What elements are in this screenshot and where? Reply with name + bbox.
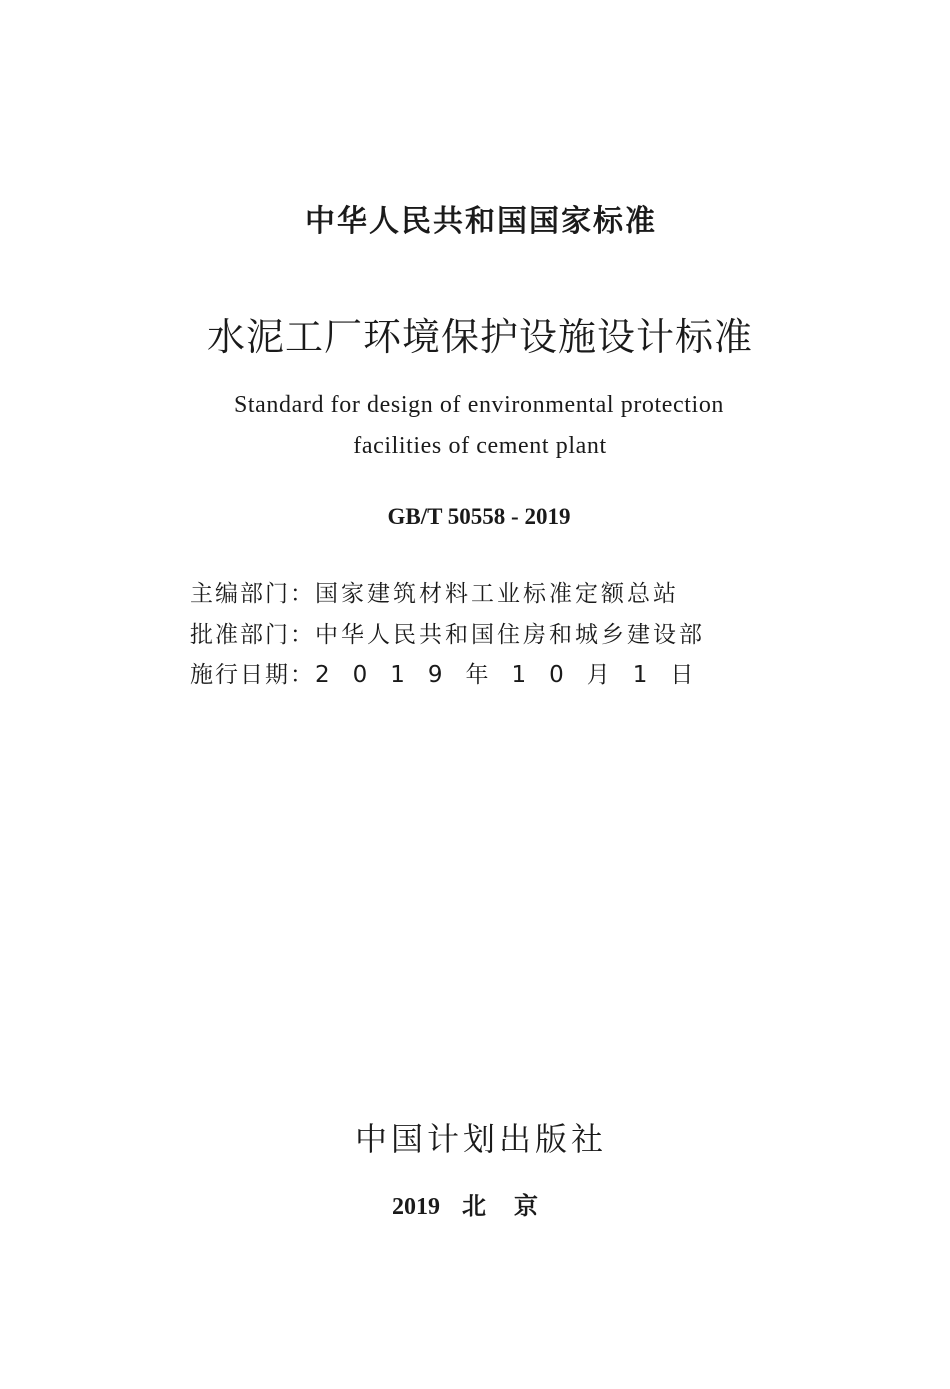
editor-department-value: 国家建筑材料工业标准定额总站 [315, 581, 679, 607]
editor-department-label: 主编部门： [190, 581, 315, 607]
standard-title-english-line2: facilities of cement plant [353, 433, 607, 459]
effective-date-value: 2019年10月1日 [315, 662, 717, 688]
editor-department-row [190, 575, 679, 608]
effective-date-row [190, 656, 716, 689]
standard-code: GB/T 50558 - 2019 [387, 504, 571, 529]
approval-department-value: 中华人民共和国住房和城乡建设部 [315, 622, 705, 648]
approval-department-label: 批准部门： [190, 622, 315, 648]
publisher-name: 中国计划出版社 [354, 1120, 607, 1158]
effective-date-label: 施行日期： [190, 662, 315, 688]
national-standard-heading: 中华人民共和国国家标准 [305, 204, 657, 239]
approval-department-row [190, 616, 705, 649]
imprint-line [0, 1186, 950, 1221]
imprint-year: 2019 [392, 1194, 440, 1220]
imprint-place: 北京 [462, 1192, 566, 1220]
standard-title-chinese: 水泥工厂环境保护设施设计标准 [206, 315, 753, 359]
standard-title-english-line1: Standard for design of environmental protection [233, 392, 725, 418]
